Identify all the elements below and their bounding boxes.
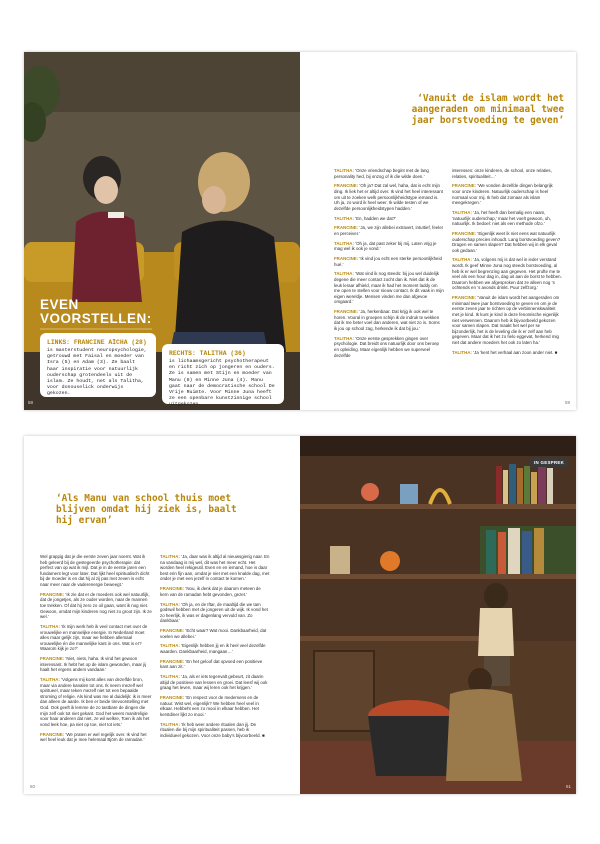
paragraph (160, 674, 270, 691)
paragraph (452, 231, 562, 253)
speaker-label: FRANCINE: (452, 183, 477, 189)
paragraph-text: ‘Ja ‘kent het verhaal aan zoon ander niet. ■ (473, 349, 558, 355)
paragraph (40, 656, 152, 673)
paragraph-text: Wel grappig dat je die eerste zeven jaar noemt. Wat ik heb geleerd bij de gestegeerde psychotherapie: dat perfect van op wat ik mijl. Dat je in de eerste jaren een fundament legt voor later. Dat lijkt heel spiritualisch dicht bij de moeder is en dat hij al zij pas met zeven is echt naar meer naar de vaderenergie beweegt.’ (40, 554, 150, 587)
paragraph-text: ‘Ja, daar was ik altijd al nieuwsgierig naar. En na vandaag is mij wel, dit was het meer echt. Het worden heel rekigeutil. Even en en iemand, hoe is daar best erin fijn aan, omdat je niet met een knalde dag, met onder je met een jezelf in contact te komen.’ (160, 554, 270, 582)
paragraph-text: ‘Oh ja? Dat zal wel, haha, dat is echt mijn ding. Ik liek het er altijd over. Ik vind het heel interessant om uit te zoeken welk persoonlijkheidstype iemand is. Uh ja, zo word ik heel weer. Ik wilde testen of we dezelfde persoonlijkheidstypen hadden.’ (334, 183, 443, 211)
speaker-label: FRANCINE: (452, 230, 477, 236)
pull-quote-2: ‘Als Manu van school thuis moet blijven omdat hij ziek is, baalt hij ervan’ (56, 493, 237, 526)
paragraph (452, 183, 562, 205)
speaker-label: FRANCINE: (334, 256, 359, 262)
paragraph (160, 722, 270, 739)
paragraph-text: ‘En, hadden we dat?’ (355, 215, 397, 221)
paragraph-text: ‘En het geloof dat opvoed een positieve kant aan zit.’ (160, 658, 263, 670)
speaker-label: FRANCINE: (160, 586, 185, 592)
card-left-text: is masterstudent neuropsychologie, getrouwd met Faisal en moeder van Isra (5) en Adam (3). Ze baalt haar inspiratie voor natuurlijk ouderschap grotendeels uit de islam. Ze houdt, net als Talitha, voor donouselick onderwijs gekozen. (47, 348, 147, 397)
page-number-left: 58 (28, 400, 34, 405)
paragraph (334, 183, 444, 211)
speaker-label: TALITHA: (452, 349, 472, 355)
speaker-label: FRANCINE: (40, 591, 65, 597)
paragraph-text: ‘Oh ja, dat past zeker bij mij. Laten vrijg je mag wel ik ook je vond.’ (334, 240, 437, 252)
intro-card-right (162, 344, 284, 408)
speaker-label: TALITHA: (160, 721, 180, 727)
paragraph (452, 168, 562, 179)
speaker-label: TALITHA: (334, 215, 354, 221)
paragraph-text: ‘Vanuit de islam wordt het aangeraden om minimaal twee jaar borstvoeding te geven en om je de eerste zeven jaar te richten op de verbinnenskwaliteit met je kind. Ik kunt je kind in deze fenomische eigenlijk niet verwennen. Daarom heb ik bijvoorbeeld gekozen voor samen slapen. Dat maakt het wel per se bijzonderlijk, het is de leveling die ik er zelf aan heb gegeven. Maar dat ik het zo fielo eggevat, herkend mig niet dat andere moeders het ook zo laten ha.’ (452, 295, 560, 345)
card-left-name: LINKS: FRANCINE AÏCHA (28) (47, 339, 147, 346)
paragraph (334, 225, 444, 236)
speaker-label: TALITHA: (160, 643, 180, 649)
paragraph (160, 659, 270, 670)
magazine-spread-2 (24, 436, 576, 794)
paragraph-text: ‘Ik heb weer andere ritualen dan jij. De ritualen die bij mijn spiritualiteit passen, heb ik individueel gekozen. Voor onze baby’s bijvoorbeeld. ■ (160, 721, 265, 738)
paragraph (334, 168, 444, 179)
speaker-label: TALITHA: (40, 677, 60, 683)
paragraph (40, 554, 152, 588)
paragraph (40, 677, 152, 727)
speaker-label: FRANCINE: (160, 628, 185, 634)
paragraph-text: ‘Ja, we zijn allebei extravert, intuïtief, feeler en perceiver.’ (334, 225, 444, 236)
photo-two-women-on-sofa (24, 52, 300, 410)
paragraph-text: interesses: onze kinderen, de school, onze relaties, relaties, spiritualiteit…’ (452, 168, 552, 179)
speaker-label: FRANCINE: (334, 225, 359, 231)
paragraph (334, 241, 444, 252)
speaker-label: FRANCINE: (40, 731, 65, 737)
speaker-label: FRANCINE: (452, 295, 477, 301)
speaker-label: FRANCINE: (160, 695, 185, 701)
paragraph (40, 732, 152, 743)
paragraph (160, 695, 270, 717)
paragraph (334, 309, 444, 331)
paragraph-text: ‘Echt waar? Wat mooi. Dankbaarheid, dat voelen we allebei.’ (160, 628, 267, 639)
speaker-label: TALITHA: (452, 257, 472, 263)
paragraph (334, 271, 444, 305)
paragraph-text: ‘Ik mijn werk heb ik veel contact met over de vrouwelijke en mannelijke energie. In Nederland moet alles maar gelijk zijn, maar we hebben allemaal vrouwelijke én die mannelijke kant in ons. Wat is er? Waarom kijk je zo?’ (40, 623, 148, 652)
paragraph (160, 554, 270, 582)
page-number-left-2: 60 (30, 784, 36, 789)
magazine-spread-1 (24, 52, 576, 410)
intro-card-left (40, 333, 156, 397)
paragraph-text: ‘Onze vriendschap begint met de lang personality hed, bij onzog of ik die wilde doen.’ (334, 168, 429, 179)
paragraph (334, 336, 444, 358)
speaker-label: FRANCINE: (160, 658, 185, 664)
speaker-label: FRANCINE: (334, 309, 359, 315)
paragraph (452, 257, 562, 291)
paragraph (40, 624, 152, 652)
speaker-label: FRANCINE: (334, 183, 359, 189)
paragraph (160, 628, 270, 639)
paragraph-text: ‘Onze eerste gesprekken gingen over psychologie. Dat breidt ons natuurlijk door ons beroep en opleiding. Maar eigenlijk hebben we superveel dezelfde (334, 335, 439, 358)
paragraph (160, 586, 270, 597)
paragraph (334, 216, 444, 222)
speaker-label: TALITHA: (160, 554, 180, 559)
paragraph-text: ‘Ja, herkenbaar. Dat krijg ik ook wel te horen. Vooral in groepen schijn ik de indruk te wekken dat ik me beter voel dan anderen, wat niet zo is. Soms ik jou op school zag, herkende ik dat bij jou.’ (334, 309, 440, 331)
speaker-label: TALITHA: (160, 674, 180, 680)
paragraph-text: ‘Nou, ik denk dat je daarom meteen de kern van de ramadan hebt gevonden, gezet.’ (160, 586, 261, 597)
speaker-label: TALITHA: (160, 601, 180, 607)
section-tag: IN GESPREK (530, 458, 568, 467)
paragraph-text: ‘Eigenlijk weet ik niet eens wat natuurlijk ouderschap precies inhoudt. Lang borstvoeding geven? Dragen en samen slapen? Dat hebben wij in elk geval ook gedaan.’ (452, 230, 561, 253)
speaker-label: TALITHA: (452, 209, 472, 215)
paragraph-text: ‘Oh ja, en de Iftar, de maaltijd die we tam godswil hebben met de jongeren uit de wijk. Ik vond het zo heerlijk, ik was er dagenlang vervuld van. Zo dankbaar.’ (160, 601, 268, 624)
speaker-label: TALITHA: (334, 271, 354, 277)
speaker-label: FRANCINE: (40, 656, 65, 662)
paragraph-text: ‘Ja, het heeft dan bemalig een naam, ‘natuurlijk ouderschap,’ maar het voelt gewoon, uh, natuurlijk. Ik bedoel: niet als een methode ofzo.’ (452, 209, 551, 227)
paragraph-text: ‘We praten er wel regelijk over. Ik vind het wel heel leuk dat je mee helemaal Björn de ramadan.’ (40, 731, 147, 743)
living-room-illustration (300, 436, 576, 794)
paragraph-text: ‘Ik vind jou echt een sterke persoonlijkheid hué.’ (334, 256, 442, 267)
paragraph-text: ‘We vonden dezelfde dingen belangrijk voor onze kinderen. Natuurlijk ouderschap is heel normaal voor mij. Ik heb dat zomaar als islam meegekregen.’ (452, 183, 553, 206)
article-column-4 (160, 554, 270, 743)
paragraph (40, 592, 152, 620)
pull-quote-1: ‘Vanuit de islam wordt het aangeraden om minimaal twee jaar borstvoeding te geven’ (411, 93, 564, 126)
speaker-label: TALITHA: (334, 168, 354, 173)
paragraph-text: ‘Eigenlijk hebben jij en ik heel veel dezelfde waarden. Dankbaarheid, mangaan…’ (160, 643, 266, 655)
speaker-label: TALITHA: (334, 240, 354, 246)
paragraph-text: ‘Ja, als er iets tegenvalt gebeurt, zit daarin altijd de positieve van lessen en groei. Dat leesf wij ook graag het leven, maar wij leren ook het krijgen.’ (160, 674, 268, 691)
paragraph (452, 295, 562, 345)
card-right-name: RECHTS: TALITHA (36) (169, 350, 246, 357)
page-number-right: 59 (565, 400, 571, 405)
article-column-1 (334, 168, 444, 362)
speaker-label: TALITHA: (334, 335, 354, 341)
paragraph-text: ‘Volgens mij komt alles van dezelfde bron, maar via andere kanalen tot ons. Ik neem mezelf wel spiritueel, maar teken mezelf niet tot een bepaalde stroming of religie. Als kind was me al duidelijk: ik is meer dan alleen de aarde. Ik ben er beide tirevoorstelling met God. Ook geeft ik lemme de zo tastbare de dingen die mijn zelf ook tot niet gekant. God het weers manitreligie voor haar anderen dat niet, ze wil welkre, Toen ik als het vond leek hoe, pa niet op toe, niet tot iets.’ (40, 677, 152, 727)
paragraph-text: ‘Ja, volgens mij is dat wel in ieder verstand wordt. Ik geef Minne Juna nog steeds borstvoeding, al heb ik er wel begrenzing aan gegeven. Het prufte me te veel als een hour dag in, dag uit aan de borst te hebben. Daarom hebben we afgesproken dat ze alleen nog ‘s ochtends en ‘s avonds drinkt. Puur zelfzorg.’ (452, 257, 562, 291)
intro-heading: EVEN VOORSTELLEN: (40, 297, 152, 326)
paragraph (160, 643, 270, 654)
page-number-right-2: 61 (566, 784, 572, 789)
paragraph-text: ‘Wat vind ik nog steeds: bij jou wel duidelijk degene die meer contact zocht dan ik. Niet dat ik de leuk leraar afhield, maar ik had het moment laddy om me open te stellen voor nieuw contact. Ik dit vaak in mijn eigen wereldje. Mensen vinden me dan afgevoe omgaard.’ (334, 271, 444, 305)
speaker-label: TALITHA: (40, 623, 60, 629)
paragraph-text: ‘En respect voor de medemens en de natuur. Wist wel, eigenlijk? We hebben heel veel in elkaar. Hebbeht een zo mooi in elkaar hebben. Het kerstdiner lijkt zo mooi.’ (160, 695, 259, 717)
paragraph (160, 602, 270, 624)
paragraph (334, 256, 444, 267)
article-column-2 (452, 168, 562, 360)
heading-underline (40, 328, 152, 330)
photo-children-in-living-room (300, 436, 576, 794)
card-right-text: is lichaamsgericht psychotherapeut en richt zich op jongeren en ouders. Ze is samen met Stijn en moeder van Manu (8) en Minne Juna (4). Manu gaat naar de democratische school De Vrije Ruimte. Voor Minne Juna heeft ze een openbare kunstzinnige school uitgekozen. (169, 359, 275, 408)
paragraph (452, 350, 562, 356)
paragraph-text: ‘Niet, niets, haha. Ik vind het gewoon interessant. Ik hebt het op de islam gewonden, maar jij haalt het ergens anders vandaan.’ (40, 656, 147, 673)
article-column-3 (40, 554, 152, 747)
paragraph (452, 210, 562, 227)
paragraph-text: ‘Ik zie dat er de moeders ook wel natuurlijk, dat de jongetjes, als ze ouder worden, naar de mannen toe trekken. Of dat hij zero zo oil gaan, want ik nog niet. Gewoon, omdat mijn kinderen nog niet zo groot zijn. Ik ze wel.’ (40, 591, 152, 620)
